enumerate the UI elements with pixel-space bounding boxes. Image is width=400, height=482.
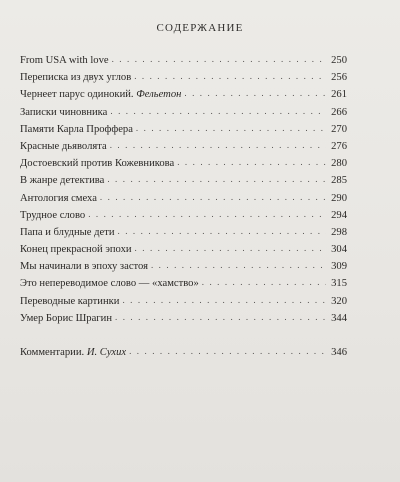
dot-leader — [100, 189, 326, 206]
toc-entry-title: В жанре детектива — [20, 175, 105, 187]
dot-leader — [177, 154, 326, 171]
toc-entry-title: Трудное слово — [20, 209, 86, 221]
toc-entry[interactable] — [20, 275, 347, 292]
toc-entry[interactable] — [20, 293, 347, 310]
toc-entry-title: Красные дьяволята — [20, 140, 107, 152]
toc-entry[interactable] — [20, 172, 347, 189]
toc-entry[interactable] — [20, 52, 347, 69]
dot-leader — [88, 206, 326, 223]
toc-entry-genre: Фельетон — [136, 89, 182, 101]
toc-entry-page: 256 — [331, 72, 347, 84]
dot-leader — [115, 309, 326, 326]
dot-leader — [129, 343, 326, 360]
toc-entry-title: Записки чиновника — [20, 106, 108, 118]
commentary-author: И. Сухих — [86, 347, 127, 358]
toc-entry[interactable] — [20, 155, 347, 172]
toc-entry-page: 261 — [331, 89, 347, 101]
page-title: СОДЕРЖАНИЕ — [156, 22, 244, 34]
toc-entry-title: Умер Борис Шрагин — [20, 312, 112, 324]
toc-entry-title: From USA with love — [20, 55, 109, 66]
dot-leader — [184, 85, 326, 102]
toc-entry-title: Конец прекрасной эпохи — [20, 244, 132, 256]
toc-entry[interactable] — [20, 190, 347, 207]
toc-entry-page: 250 — [331, 55, 347, 66]
toc-entry-title: Переписка из двух углов — [20, 72, 132, 84]
toc-entry-page: 280 — [331, 158, 347, 170]
toc-entry-page: 304 — [331, 244, 347, 256]
dot-leader — [112, 51, 326, 68]
toc-entry[interactable] — [20, 104, 347, 121]
dot-leader — [122, 292, 326, 309]
toc-entry-page: 344 — [331, 312, 347, 324]
dot-leader — [118, 223, 326, 240]
toc-entry[interactable] — [20, 207, 347, 224]
toc-entry-title: Памяти Карла Проффера — [20, 123, 133, 135]
toc-entry[interactable] — [20, 86, 347, 103]
toc-entry-title: Переводные картинки — [20, 295, 120, 307]
toc-entry-page: 285 — [331, 175, 347, 187]
dot-leader — [134, 68, 326, 85]
toc-entry-page: 315 — [331, 278, 347, 290]
toc-entry-title: Антология смеха — [20, 192, 97, 204]
dot-leader — [202, 274, 326, 291]
toc-entry-page: 270 — [331, 123, 347, 135]
toc-entry-title: Это непереводимое слово — «хамство» — [20, 278, 199, 290]
dot-leader — [110, 137, 326, 154]
toc-entry[interactable] — [20, 69, 347, 86]
toc-entry[interactable] — [20, 258, 347, 275]
toc-entry-page: 294 — [331, 209, 347, 221]
toc-entry[interactable] — [20, 224, 347, 241]
toc-entry-page: 320 — [331, 295, 347, 307]
dot-leader — [107, 171, 326, 188]
toc-entry[interactable] — [20, 121, 347, 138]
toc-entry-title: Достоевский против Кожевникова — [20, 158, 175, 170]
toc-entry-page: 346 — [331, 347, 347, 358]
toc-entry[interactable] — [20, 138, 347, 155]
toc-entry[interactable] — [20, 241, 347, 258]
toc-entry-title: Чернеет парус одинокий. Фельетон — [20, 89, 182, 101]
toc-entry-page: 276 — [331, 140, 347, 152]
dot-leader — [151, 257, 326, 274]
dot-leader — [135, 240, 326, 257]
toc-entry-page: 290 — [331, 192, 347, 204]
toc-entry-commentary[interactable] — [20, 344, 347, 361]
toc-entry-page: 266 — [331, 106, 347, 118]
dot-leader — [136, 120, 326, 137]
dot-leader — [110, 103, 326, 120]
toc-entry-page: 309 — [331, 261, 347, 273]
toc-entry[interactable] — [20, 310, 347, 327]
toc-entry-title: Мы начинали в эпоху застоя — [20, 261, 148, 273]
toc-entry-title: Комментарии. И. Сухих — [20, 347, 127, 358]
toc-entry-page: 298 — [331, 226, 347, 238]
toc-entry-title: Папа и блудные дети — [20, 226, 115, 238]
table-of-contents — [20, 52, 347, 361]
